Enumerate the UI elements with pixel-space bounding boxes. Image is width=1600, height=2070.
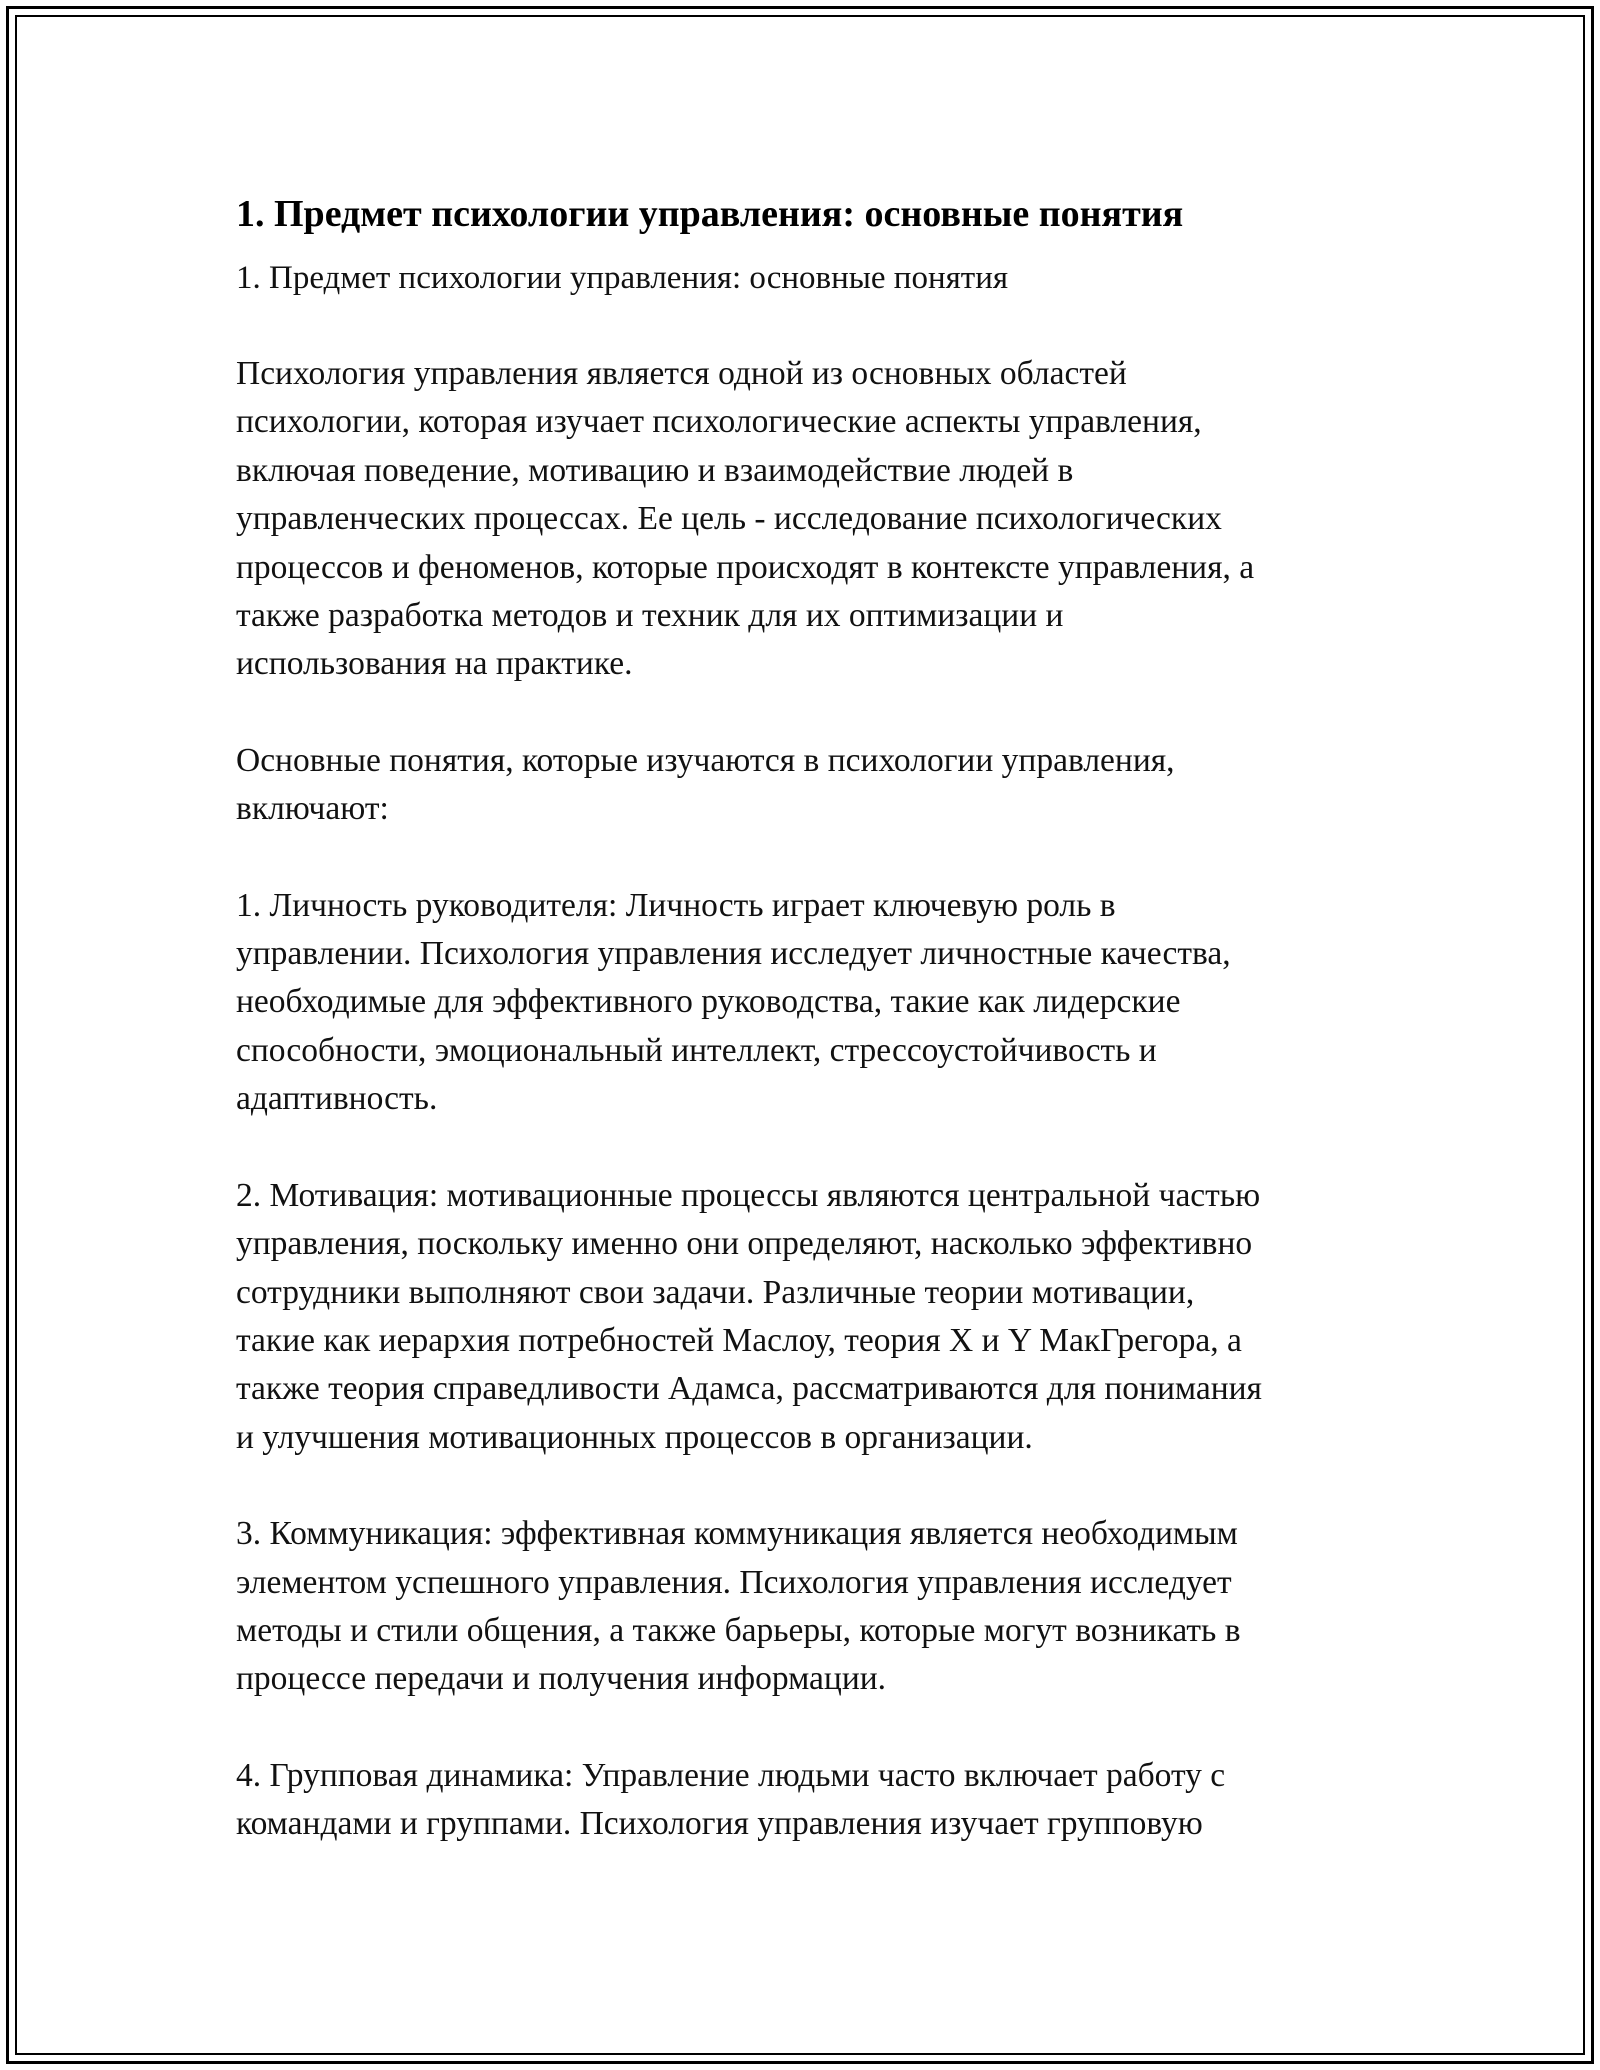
paragraph-line: 1. Личность руководителя: Личность играет ключевую роль в	[236, 886, 1116, 924]
paragraph-line: использования на практике.	[236, 645, 633, 683]
paragraph-line: включают:	[236, 790, 389, 828]
paragraph-line: 4. Групповая динамика: Управление людьми часто включает работу с	[236, 1756, 1226, 1794]
list-item-group-dynamics	[236, 1752, 1376, 1849]
paragraph-line: командами и группами. Психология управления изучает групповую	[236, 1805, 1203, 1843]
paragraph-line: Психология управления является одной из основных областей	[236, 355, 1127, 392]
paragraph-line: Основные понятия, которые изучаются в психологии управления,	[236, 741, 1175, 779]
paragraph-line: включая поведение, мотивацию и взаимодействие людей в	[236, 451, 1074, 489]
paragraph-line: процессов и феноменов, которые происходят в контексте управления, а	[236, 548, 1255, 586]
paragraph-line: элементом успешного управления. Психология управления исследует	[236, 1563, 1232, 1601]
paragraph-line: процессе передачи и получения информации.	[236, 1660, 887, 1698]
paragraph-line: 3. Коммуникация: эффективная коммуникация является необходимым	[236, 1515, 1238, 1553]
document-body	[236, 350, 1376, 1849]
paragraph-line: способности, эмоциональный интеллект, стрессоустойчивость и	[236, 1031, 1157, 1069]
list-item-communication	[236, 1510, 1376, 1704]
paragraph-line: управлении. Психология управления исследует личностные качества,	[236, 935, 1231, 973]
paragraph-line: такие как иерархия потребностей Маслоу, теория X и Y МакГрегора, а	[236, 1321, 1242, 1359]
paragraph-line: сотрудники выполняют свои задачи. Различные теории мотивации,	[236, 1273, 1195, 1311]
paragraph-line: также разработка методов и техник для их оптимизации и	[236, 597, 1064, 635]
paragraph-line: управления, поскольку именно они определяют, насколько эффективно	[236, 1225, 1253, 1263]
paragraph-line: адаптивность.	[236, 1080, 438, 1118]
document-subtitle: 1. Предмет психологии управления: основные понятия	[236, 260, 1009, 296]
intro-paragraph	[236, 350, 1376, 689]
list-item-motivation	[236, 1172, 1376, 1462]
paragraph-line: необходимые для эффективного руководства, такие как лидерские	[236, 983, 1181, 1021]
concepts-intro-paragraph	[236, 737, 1376, 834]
paragraph-line: 2. Мотивация: мотивационные процессы являются центральной частью	[236, 1176, 1261, 1214]
paragraph-line: также теория справедливости Адамса, рассматриваются для понимания	[236, 1370, 1262, 1408]
paragraph-line: управленческих процессах. Ее цель - исследование психологических	[236, 500, 1222, 538]
paragraph-line: методы и стили общения, а также барьеры, которые могут возникать в	[236, 1611, 1241, 1649]
list-item-leader-personality	[236, 882, 1376, 1124]
paragraph-line: и улучшения мотивационных процессов в организации.	[236, 1418, 1033, 1456]
paragraph-line: психологии, которая изучает психологические аспекты управления,	[236, 403, 1202, 441]
document-page	[236, 184, 1376, 1897]
document-title: 1. Предмет психологии управления: основные понятия	[236, 193, 1184, 235]
